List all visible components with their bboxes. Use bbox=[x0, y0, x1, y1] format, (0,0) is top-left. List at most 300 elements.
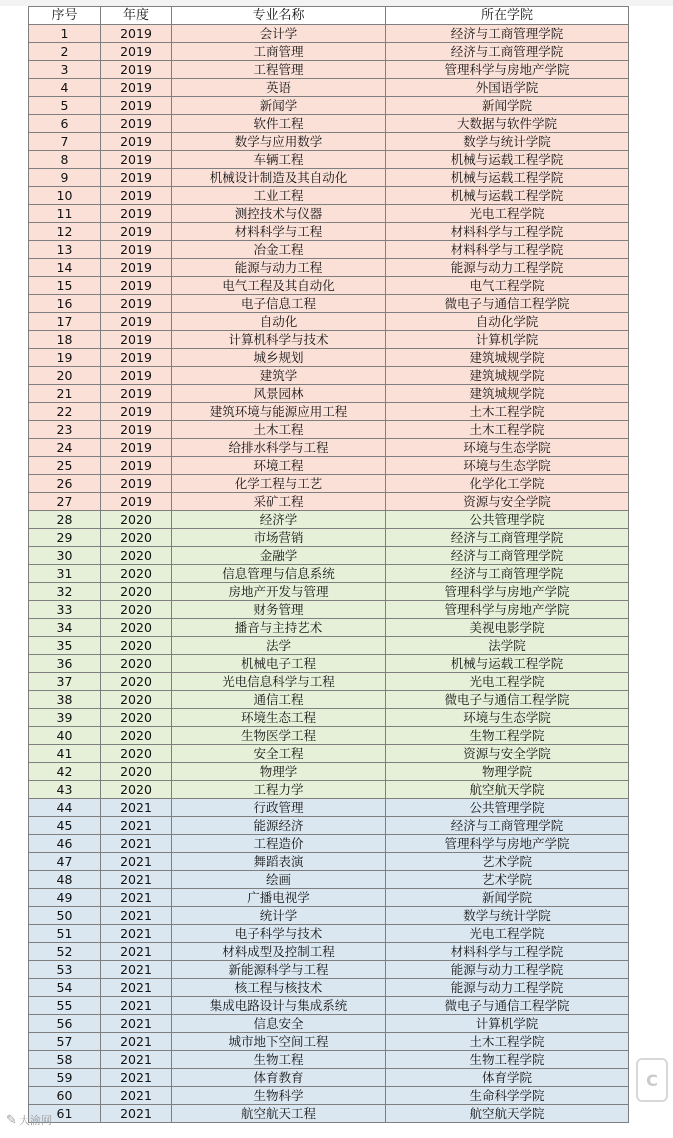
cell-index: 39 bbox=[29, 709, 101, 727]
cell-index: 60 bbox=[29, 1087, 101, 1105]
table-row bbox=[29, 61, 629, 79]
table-row bbox=[29, 511, 629, 529]
cell-school: 环境与生态学院 bbox=[386, 439, 629, 457]
table-row bbox=[29, 889, 629, 907]
cell-year: 2020 bbox=[101, 745, 172, 763]
cell-year: 2020 bbox=[101, 619, 172, 637]
cell-year: 2019 bbox=[101, 457, 172, 475]
cell-year: 2021 bbox=[101, 943, 172, 961]
cell-major: 能源与动力工程 bbox=[172, 259, 386, 277]
cell-school: 资源与安全学院 bbox=[386, 493, 629, 511]
cell-index: 40 bbox=[29, 727, 101, 745]
cell-year: 2019 bbox=[101, 241, 172, 259]
cell-major: 环境生态工程 bbox=[172, 709, 386, 727]
cell-index: 29 bbox=[29, 529, 101, 547]
cell-school: 光电工程学院 bbox=[386, 673, 629, 691]
cell-index: 49 bbox=[29, 889, 101, 907]
cell-school: 体育学院 bbox=[386, 1069, 629, 1087]
cell-major: 生物科学 bbox=[172, 1087, 386, 1105]
cell-school: 数学与统计学院 bbox=[386, 907, 629, 925]
cell-index: 38 bbox=[29, 691, 101, 709]
cell-year: 2019 bbox=[101, 385, 172, 403]
header-row bbox=[29, 7, 629, 25]
cell-school: 电气工程学院 bbox=[386, 277, 629, 295]
cell-major: 城乡规划 bbox=[172, 349, 386, 367]
cell-year: 2019 bbox=[101, 331, 172, 349]
table-row bbox=[29, 673, 629, 691]
cell-school: 微电子与通信工程学院 bbox=[386, 997, 629, 1015]
cell-school: 微电子与通信工程学院 bbox=[386, 691, 629, 709]
cell-school: 计算机学院 bbox=[386, 331, 629, 349]
cell-school: 机械与运载工程学院 bbox=[386, 169, 629, 187]
table-row bbox=[29, 25, 629, 43]
cell-major: 风景园林 bbox=[172, 385, 386, 403]
cell-year: 2019 bbox=[101, 367, 172, 385]
cell-index: 13 bbox=[29, 241, 101, 259]
cell-year: 2019 bbox=[101, 61, 172, 79]
cell-index: 28 bbox=[29, 511, 101, 529]
cell-index: 6 bbox=[29, 115, 101, 133]
cell-major: 工程管理 bbox=[172, 61, 386, 79]
cell-major: 建筑环境与能源应用工程 bbox=[172, 403, 386, 421]
cell-school: 材料科学与工程学院 bbox=[386, 943, 629, 961]
cell-school: 计算机学院 bbox=[386, 1015, 629, 1033]
cell-major: 经济学 bbox=[172, 511, 386, 529]
cell-major: 建筑学 bbox=[172, 367, 386, 385]
cell-index: 11 bbox=[29, 205, 101, 223]
cell-year: 2019 bbox=[101, 349, 172, 367]
table-row bbox=[29, 403, 629, 421]
cell-major: 机械电子工程 bbox=[172, 655, 386, 673]
cell-school: 建筑城规学院 bbox=[386, 385, 629, 403]
cell-school: 化学化工学院 bbox=[386, 475, 629, 493]
cell-school: 管理科学与房地产学院 bbox=[386, 835, 629, 853]
cell-year: 2019 bbox=[101, 43, 172, 61]
cell-school: 管理科学与房地产学院 bbox=[386, 601, 629, 619]
cell-school: 机械与运载工程学院 bbox=[386, 655, 629, 673]
table-row bbox=[29, 745, 629, 763]
cell-school: 经济与工商管理学院 bbox=[386, 43, 629, 61]
table-row bbox=[29, 1033, 629, 1051]
table-row bbox=[29, 1087, 629, 1105]
cell-index: 4 bbox=[29, 79, 101, 97]
cell-school: 微电子与通信工程学院 bbox=[386, 295, 629, 313]
cell-index: 47 bbox=[29, 853, 101, 871]
cell-major: 舞蹈表演 bbox=[172, 853, 386, 871]
cell-school: 经济与工商管理学院 bbox=[386, 25, 629, 43]
cell-major: 财务管理 bbox=[172, 601, 386, 619]
cell-school: 艺术学院 bbox=[386, 871, 629, 889]
cell-year: 2021 bbox=[101, 1087, 172, 1105]
cell-index: 43 bbox=[29, 781, 101, 799]
cell-year: 2021 bbox=[101, 1051, 172, 1069]
cell-year: 2020 bbox=[101, 673, 172, 691]
cell-index: 45 bbox=[29, 817, 101, 835]
cell-major: 房地产开发与管理 bbox=[172, 583, 386, 601]
table-row bbox=[29, 133, 629, 151]
cell-school: 材料科学与工程学院 bbox=[386, 223, 629, 241]
cell-index: 52 bbox=[29, 943, 101, 961]
cell-school: 生物工程学院 bbox=[386, 1051, 629, 1069]
cell-index: 35 bbox=[29, 637, 101, 655]
table-row bbox=[29, 799, 629, 817]
watermark bbox=[6, 1112, 52, 1128]
cell-index: 42 bbox=[29, 763, 101, 781]
cell-major: 生物工程 bbox=[172, 1051, 386, 1069]
cell-school: 环境与生态学院 bbox=[386, 457, 629, 475]
cell-major: 自动化 bbox=[172, 313, 386, 331]
cell-year: 2019 bbox=[101, 187, 172, 205]
cell-index: 26 bbox=[29, 475, 101, 493]
cell-index: 21 bbox=[29, 385, 101, 403]
cell-index: 3 bbox=[29, 61, 101, 79]
table-row bbox=[29, 493, 629, 511]
table-row bbox=[29, 835, 629, 853]
cell-index: 56 bbox=[29, 1015, 101, 1033]
cell-school: 光电工程学院 bbox=[386, 925, 629, 943]
cell-school: 法学院 bbox=[386, 637, 629, 655]
cell-major: 体育教育 bbox=[172, 1069, 386, 1087]
cell-index: 51 bbox=[29, 925, 101, 943]
cell-school: 经济与工商管理学院 bbox=[386, 565, 629, 583]
cell-year: 2019 bbox=[101, 133, 172, 151]
cell-index: 31 bbox=[29, 565, 101, 583]
cell-year: 2020 bbox=[101, 547, 172, 565]
cell-year: 2019 bbox=[101, 277, 172, 295]
cell-school: 新闻学院 bbox=[386, 97, 629, 115]
cell-index: 15 bbox=[29, 277, 101, 295]
table-row bbox=[29, 619, 629, 637]
table-row bbox=[29, 853, 629, 871]
cell-index: 55 bbox=[29, 997, 101, 1015]
cell-year: 2021 bbox=[101, 907, 172, 925]
cell-school: 建筑城规学院 bbox=[386, 367, 629, 385]
cell-major: 工程造价 bbox=[172, 835, 386, 853]
table-row bbox=[29, 313, 629, 331]
cell-index: 5 bbox=[29, 97, 101, 115]
cell-index: 58 bbox=[29, 1051, 101, 1069]
cell-school: 大数据与软件学院 bbox=[386, 115, 629, 133]
table-row bbox=[29, 871, 629, 889]
cell-major: 材料成型及控制工程 bbox=[172, 943, 386, 961]
header-year: 年度 bbox=[101, 7, 172, 25]
cell-major: 行政管理 bbox=[172, 799, 386, 817]
cell-index: 46 bbox=[29, 835, 101, 853]
cell-year: 2021 bbox=[101, 1069, 172, 1087]
cell-major: 物理学 bbox=[172, 763, 386, 781]
cell-school: 材料科学与工程学院 bbox=[386, 241, 629, 259]
cell-year: 2019 bbox=[101, 151, 172, 169]
cell-school: 机械与运载工程学院 bbox=[386, 187, 629, 205]
cell-school: 建筑城规学院 bbox=[386, 349, 629, 367]
cell-year: 2019 bbox=[101, 79, 172, 97]
cell-year: 2019 bbox=[101, 295, 172, 313]
table-row bbox=[29, 583, 629, 601]
cell-major: 城市地下空间工程 bbox=[172, 1033, 386, 1051]
cell-index: 50 bbox=[29, 907, 101, 925]
cell-major: 软件工程 bbox=[172, 115, 386, 133]
cell-school: 土木工程学院 bbox=[386, 421, 629, 439]
cell-index: 53 bbox=[29, 961, 101, 979]
cell-index: 32 bbox=[29, 583, 101, 601]
cell-year: 2019 bbox=[101, 169, 172, 187]
cell-index: 54 bbox=[29, 979, 101, 997]
cell-major: 化学工程与工艺 bbox=[172, 475, 386, 493]
cell-major: 机械设计制造及其自动化 bbox=[172, 169, 386, 187]
table-row bbox=[29, 223, 629, 241]
cell-index: 22 bbox=[29, 403, 101, 421]
cell-major: 金融学 bbox=[172, 547, 386, 565]
table-row bbox=[29, 547, 629, 565]
cell-school: 外国语学院 bbox=[386, 79, 629, 97]
cell-school: 资源与安全学院 bbox=[386, 745, 629, 763]
cell-year: 2020 bbox=[101, 691, 172, 709]
cell-major: 电子信息工程 bbox=[172, 295, 386, 313]
cell-major: 会计学 bbox=[172, 25, 386, 43]
cell-index: 59 bbox=[29, 1069, 101, 1087]
cell-index: 33 bbox=[29, 601, 101, 619]
cell-school: 数学与统计学院 bbox=[386, 133, 629, 151]
cell-school: 管理科学与房地产学院 bbox=[386, 61, 629, 79]
cell-year: 2020 bbox=[101, 763, 172, 781]
table-row bbox=[29, 1051, 629, 1069]
cell-index: 36 bbox=[29, 655, 101, 673]
cell-year: 2020 bbox=[101, 727, 172, 745]
table-row bbox=[29, 205, 629, 223]
cell-index: 7 bbox=[29, 133, 101, 151]
cell-year: 2019 bbox=[101, 259, 172, 277]
cell-year: 2019 bbox=[101, 25, 172, 43]
cell-index: 48 bbox=[29, 871, 101, 889]
cell-year: 2020 bbox=[101, 565, 172, 583]
cell-school: 光电工程学院 bbox=[386, 205, 629, 223]
cell-year: 2020 bbox=[101, 601, 172, 619]
cell-year: 2021 bbox=[101, 853, 172, 871]
table-row bbox=[29, 907, 629, 925]
cell-year: 2019 bbox=[101, 97, 172, 115]
cell-major: 集成电路设计与集成系统 bbox=[172, 997, 386, 1015]
cell-year: 2021 bbox=[101, 925, 172, 943]
table-row bbox=[29, 565, 629, 583]
table-row bbox=[29, 691, 629, 709]
cell-year: 2019 bbox=[101, 313, 172, 331]
table-row bbox=[29, 385, 629, 403]
table-row bbox=[29, 439, 629, 457]
cell-index: 30 bbox=[29, 547, 101, 565]
cell-major: 给排水科学与工程 bbox=[172, 439, 386, 457]
cell-major: 车辆工程 bbox=[172, 151, 386, 169]
table-row bbox=[29, 367, 629, 385]
table-body bbox=[29, 25, 629, 1123]
table-row bbox=[29, 349, 629, 367]
cell-index: 12 bbox=[29, 223, 101, 241]
table-row bbox=[29, 637, 629, 655]
majors-table bbox=[28, 6, 629, 1123]
cell-year: 2020 bbox=[101, 529, 172, 547]
cell-school: 管理科学与房地产学院 bbox=[386, 583, 629, 601]
cell-year: 2021 bbox=[101, 961, 172, 979]
cell-school: 新闻学院 bbox=[386, 889, 629, 907]
cell-school: 环境与生态学院 bbox=[386, 709, 629, 727]
table-row bbox=[29, 115, 629, 133]
cell-index: 27 bbox=[29, 493, 101, 511]
cell-major: 航空航天工程 bbox=[172, 1105, 386, 1123]
cell-year: 2021 bbox=[101, 871, 172, 889]
cell-school: 机械与运载工程学院 bbox=[386, 151, 629, 169]
table-row bbox=[29, 1105, 629, 1123]
cell-index: 14 bbox=[29, 259, 101, 277]
cell-major: 绘画 bbox=[172, 871, 386, 889]
cell-major: 测控技术与仪器 bbox=[172, 205, 386, 223]
table-row bbox=[29, 151, 629, 169]
table-row bbox=[29, 97, 629, 115]
cell-major: 通信工程 bbox=[172, 691, 386, 709]
cell-school: 生命科学学院 bbox=[386, 1087, 629, 1105]
cell-school: 经济与工商管理学院 bbox=[386, 529, 629, 547]
table-row bbox=[29, 277, 629, 295]
cell-major: 广播电视学 bbox=[172, 889, 386, 907]
cell-year: 2021 bbox=[101, 1015, 172, 1033]
table-row bbox=[29, 943, 629, 961]
cell-major: 电气工程及其自动化 bbox=[172, 277, 386, 295]
table-row bbox=[29, 601, 629, 619]
cell-major: 法学 bbox=[172, 637, 386, 655]
cell-index: 41 bbox=[29, 745, 101, 763]
cell-index: 24 bbox=[29, 439, 101, 457]
cell-year: 2021 bbox=[101, 817, 172, 835]
table-row bbox=[29, 241, 629, 259]
table-row bbox=[29, 1069, 629, 1087]
cell-major: 新能源科学与工程 bbox=[172, 961, 386, 979]
table-row bbox=[29, 259, 629, 277]
cell-school: 能源与动力工程学院 bbox=[386, 979, 629, 997]
cell-year: 2020 bbox=[101, 781, 172, 799]
table-row bbox=[29, 421, 629, 439]
table-row bbox=[29, 475, 629, 493]
cell-year: 2019 bbox=[101, 115, 172, 133]
cell-year: 2019 bbox=[101, 403, 172, 421]
table-row bbox=[29, 961, 629, 979]
table-row bbox=[29, 727, 629, 745]
watermark-logo-icon: ✎ bbox=[6, 1112, 17, 1128]
cell-index: 57 bbox=[29, 1033, 101, 1051]
cell-index: 2 bbox=[29, 43, 101, 61]
cell-year: 2019 bbox=[101, 421, 172, 439]
cell-school: 经济与工商管理学院 bbox=[386, 547, 629, 565]
cell-school: 生物工程学院 bbox=[386, 727, 629, 745]
cell-index: 8 bbox=[29, 151, 101, 169]
cell-year: 2020 bbox=[101, 709, 172, 727]
cell-major: 冶金工程 bbox=[172, 241, 386, 259]
cell-index: 1 bbox=[29, 25, 101, 43]
table-row bbox=[29, 763, 629, 781]
cell-major: 土木工程 bbox=[172, 421, 386, 439]
cell-school: 土木工程学院 bbox=[386, 403, 629, 421]
table-row bbox=[29, 187, 629, 205]
table-row bbox=[29, 655, 629, 673]
cell-year: 2021 bbox=[101, 799, 172, 817]
cell-index: 44 bbox=[29, 799, 101, 817]
header-major: 专业名称 bbox=[172, 7, 386, 25]
table-row bbox=[29, 79, 629, 97]
table-row bbox=[29, 997, 629, 1015]
table-row bbox=[29, 925, 629, 943]
cell-index: 18 bbox=[29, 331, 101, 349]
cell-school: 航空航天学院 bbox=[386, 781, 629, 799]
cell-major: 信息管理与信息系统 bbox=[172, 565, 386, 583]
cell-major: 电子科学与技术 bbox=[172, 925, 386, 943]
cell-major: 材料科学与工程 bbox=[172, 223, 386, 241]
cell-year: 2021 bbox=[101, 1033, 172, 1051]
cell-major: 安全工程 bbox=[172, 745, 386, 763]
cell-school: 能源与动力工程学院 bbox=[386, 259, 629, 277]
corner-watermark-logo-icon: C bbox=[636, 1058, 668, 1102]
cell-year: 2019 bbox=[101, 439, 172, 457]
cell-major: 生物医学工程 bbox=[172, 727, 386, 745]
table-row bbox=[29, 295, 629, 313]
cell-major: 光电信息科学与工程 bbox=[172, 673, 386, 691]
cell-school: 自动化学院 bbox=[386, 313, 629, 331]
cell-school: 航空航天学院 bbox=[386, 1105, 629, 1123]
cell-index: 19 bbox=[29, 349, 101, 367]
table-row bbox=[29, 781, 629, 799]
cell-major: 采矿工程 bbox=[172, 493, 386, 511]
cell-index: 20 bbox=[29, 367, 101, 385]
header-school: 所在学院 bbox=[386, 7, 629, 25]
cell-major: 工业工程 bbox=[172, 187, 386, 205]
cell-year: 2020 bbox=[101, 511, 172, 529]
cell-school: 艺术学院 bbox=[386, 853, 629, 871]
table-row bbox=[29, 331, 629, 349]
cell-index: 61 bbox=[29, 1105, 101, 1123]
cell-year: 2021 bbox=[101, 835, 172, 853]
cell-school: 美视电影学院 bbox=[386, 619, 629, 637]
cell-year: 2020 bbox=[101, 637, 172, 655]
watermark-text: 大渝网 bbox=[18, 1114, 52, 1127]
cell-year: 2019 bbox=[101, 223, 172, 241]
cell-major: 新闻学 bbox=[172, 97, 386, 115]
cell-year: 2021 bbox=[101, 997, 172, 1015]
cell-index: 37 bbox=[29, 673, 101, 691]
cell-index: 10 bbox=[29, 187, 101, 205]
table-row bbox=[29, 979, 629, 997]
cell-school: 经济与工商管理学院 bbox=[386, 817, 629, 835]
cell-year: 2019 bbox=[101, 205, 172, 223]
cell-major: 播音与主持艺术 bbox=[172, 619, 386, 637]
cell-major: 工程力学 bbox=[172, 781, 386, 799]
table-row bbox=[29, 457, 629, 475]
cell-year: 2021 bbox=[101, 979, 172, 997]
cell-school: 公共管理学院 bbox=[386, 511, 629, 529]
table-row bbox=[29, 817, 629, 835]
cell-year: 2020 bbox=[101, 583, 172, 601]
cell-major: 统计学 bbox=[172, 907, 386, 925]
cell-year: 2021 bbox=[101, 889, 172, 907]
cell-major: 英语 bbox=[172, 79, 386, 97]
cell-year: 2019 bbox=[101, 475, 172, 493]
cell-major: 核工程与核技术 bbox=[172, 979, 386, 997]
cell-school: 土木工程学院 bbox=[386, 1033, 629, 1051]
table-row bbox=[29, 529, 629, 547]
table-row bbox=[29, 1015, 629, 1033]
cell-index: 16 bbox=[29, 295, 101, 313]
cell-school: 能源与动力工程学院 bbox=[386, 961, 629, 979]
cell-school: 公共管理学院 bbox=[386, 799, 629, 817]
table-row bbox=[29, 43, 629, 61]
cell-year: 2019 bbox=[101, 493, 172, 511]
cell-major: 计算机科学与技术 bbox=[172, 331, 386, 349]
cell-index: 25 bbox=[29, 457, 101, 475]
